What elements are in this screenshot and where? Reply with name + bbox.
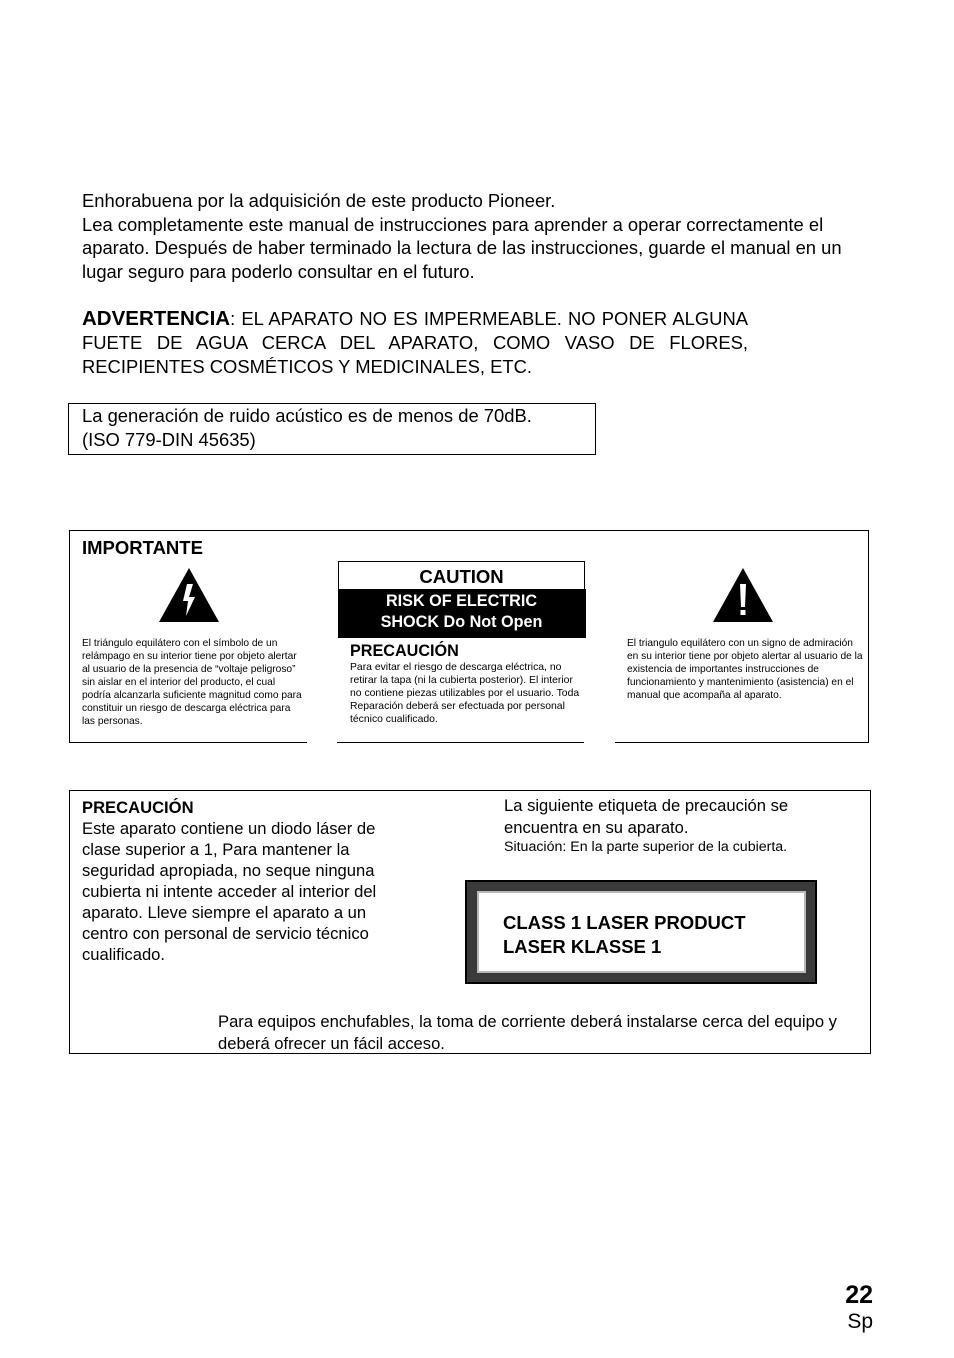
laser-label-situation: Situación: En la parte superior de la cubierta. [504,839,788,855]
precaucion-shock-title: PRECAUCIÓN [350,642,459,660]
border-gap [307,740,337,744]
intro-text [82,189,882,283]
precaucion-shock-section [350,641,580,726]
laser-precaution [82,797,402,965]
caution-shock-banner [338,589,586,638]
noise-notice-box [68,403,596,455]
intro-line-2: Lea completamente este manual de instrucciones para aprender a operar correctamente el aparato. Después de haber terminado la lectura de las instrucciones, guarde el manual en un lugar seguro para poderlo consultar en el futuro. [82,213,842,282]
noise-line-2: (ISO 779-DIN 45635) [82,428,256,450]
laser-precaution-title: PRECAUCIÓN [82,798,194,817]
page-number-block [845,1280,873,1334]
border-gap [584,740,615,744]
lightning-description: El triángulo equilátero con el símbolo de un relámpago en su interior tiene por objeto alertar al usuario de la presencia de “voltaje peligroso” sin aislar en el interior del producto, el cual podría alcanzarla suficiente magnitud como para constituir un riesgo de descarga eléctrica para las personas. [82,638,302,727]
laser-label-info [504,795,844,856]
noise-line-1: La generación de ruido acústico es de menos de 70dB. [82,405,532,426]
caution-line-2: SHOCK Do Not Open [380,613,543,631]
caution-label [338,561,585,637]
outlet-notice: Para equipos enchufables, la toma de corriente deberá instalarse cerca del equipo y deberá ofrecer un fácil acceso. [218,1012,837,1053]
importante-box [69,530,869,743]
page-number: 22 [845,1281,873,1309]
page-language: Sp [847,1310,873,1333]
laser-class-label-inner [477,891,806,973]
warning-text: : EL APARATO NO ES IMPERMEABLE. NO PONER ALGUNA FUETE DE AGUA CERCA DEL APARATO, COMO VASO DE FLORES, RECIPIENTES COSMÉTICOS Y MEDICINALES, ETC. [82,308,748,377]
laser-label-intro: La siguiente etiqueta de precaución se encuentra en su aparato. [504,796,789,837]
importante-title: IMPORTANTE [82,537,203,558]
lightning-warning-icon [158,567,220,623]
caution-title: CAUTION [419,566,504,587]
intro-line-1: Enhorabuena por la adquisición de este producto Pioneer. [82,190,556,211]
exclamation-description: El triangulo equilátero con un signo de admiración en su interior tiene por objeto alertar al usuario de la existencia de importantes instrucciones de funcionamiento y mantenimiento (asistencia) en el manual que acompaña al aparato. [627,638,863,701]
warning-paragraph [82,307,748,379]
laser-box [69,790,871,1054]
precaucion-shock-text: Para evitar el riesgo de descarga eléctrica, no retirar la tapa (ni la cubierta posterior). El interior no contiene piezas utilizables por el usuario. Toda Reparación deberá ser efectuada por personal técnico cualificado. [350,662,580,725]
exclamation-warning-icon [712,567,774,623]
warning-title: ADVERTENCIA [82,307,231,330]
laser-precaution-text: Este aparato contiene un diodo láser de clase superior a 1, Para mantener la seguridad apropiada, no seque ninguna cubierta ni intente acceder al interior del aparato. Lleve siempre el aparato a un centro con personal de servicio técnico cualificado. [82,819,377,964]
laser-class-label [465,880,817,984]
laser-label-line-2: LASER KLASSE 1 [503,936,662,957]
caution-line-1: RISK OF ELECTRIC [385,592,538,610]
laser-label-line-1: CLASS 1 LASER PRODUCT [503,912,746,933]
